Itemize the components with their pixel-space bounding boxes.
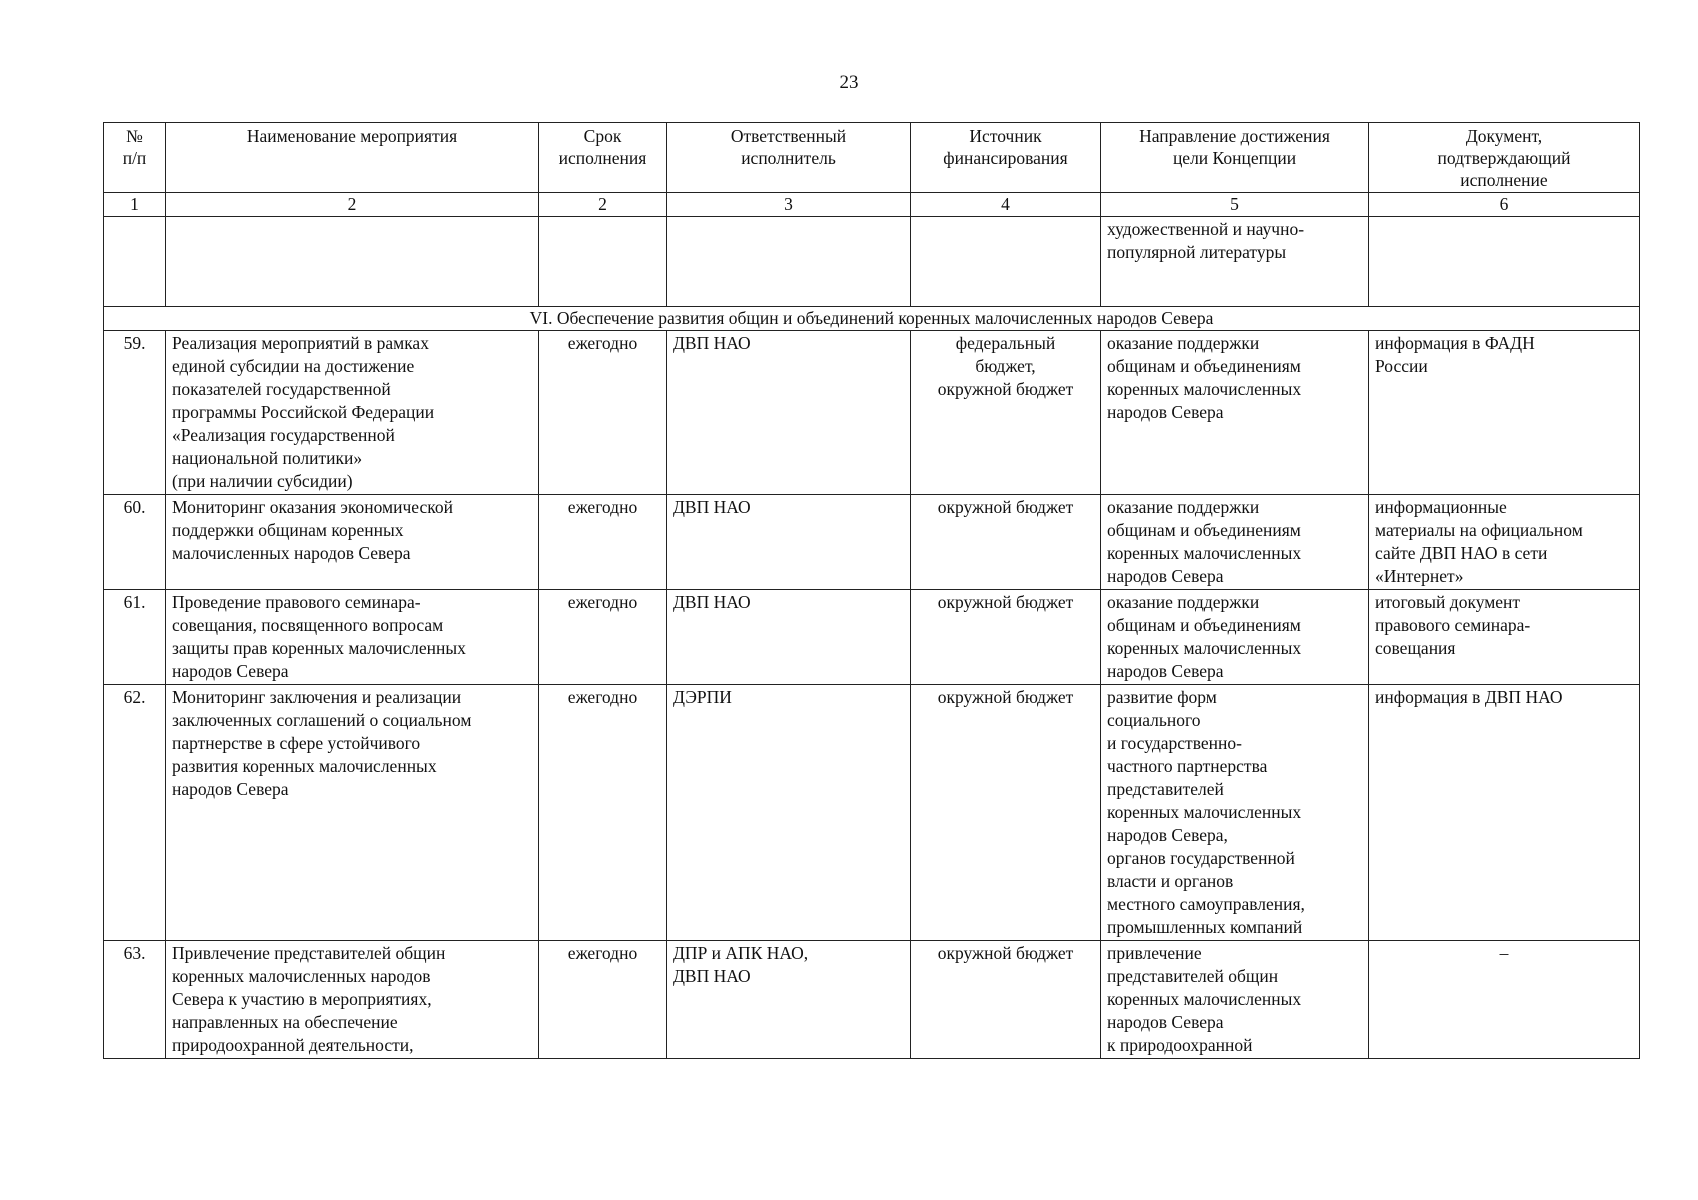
- event-direction: оказание поддержки общинам и объединениям коренных малочисленных народов Севера: [1101, 495, 1369, 590]
- event-document: информация в ФАДН России: [1369, 331, 1640, 495]
- event-source: окружной бюджет: [911, 590, 1101, 685]
- header-num: № п/п: [104, 123, 166, 193]
- event-name: Привлечение представителей общин коренных малочисленных народов Севера к участию в мероприятиях, направленных на обеспечение природоохранной деятельности,: [166, 941, 539, 1059]
- continuation-direction: художественной и научно- популярной литературы: [1101, 217, 1369, 307]
- event-name: Реализация мероприятий в рамках единой субсидии на достижение показателей государственной программы Российской Федерации «Реализация государственной национальной политики» (при наличии субсидии): [166, 331, 539, 495]
- row-number: 61.: [104, 590, 166, 685]
- header-executor: Ответственный исполнитель: [667, 123, 911, 193]
- event-name: Мониторинг оказания экономической поддержки общинам коренных малочисленных народов Севера: [166, 495, 539, 590]
- event-executor: ДВП НАО: [667, 331, 911, 495]
- cell-empty: [539, 217, 667, 307]
- event-source: федеральный бюджет, окружной бюджет: [911, 331, 1101, 495]
- cell-empty: [166, 217, 539, 307]
- section-title: VI. Обеспечение развития общин и объединений коренных малочисленных народов Севера: [104, 307, 1640, 331]
- row-number: 59.: [104, 331, 166, 495]
- cell-empty: [911, 217, 1101, 307]
- column-number: 2: [539, 193, 667, 217]
- event-document: итоговый документ правового семинара- совещания: [1369, 590, 1640, 685]
- event-source: окружной бюджет: [911, 685, 1101, 941]
- row-number: 63.: [104, 941, 166, 1059]
- event-source: окружной бюджет: [911, 495, 1101, 590]
- event-source: окружной бюджет: [911, 941, 1101, 1059]
- event-document: информационные материалы на официальном сайте ДВП НАО в сети «Интернет»: [1369, 495, 1640, 590]
- header-row: [104, 123, 1640, 193]
- column-number: 6: [1369, 193, 1640, 217]
- row-number: 60.: [104, 495, 166, 590]
- page-number: 23: [839, 72, 859, 93]
- table-row: [104, 941, 1640, 1059]
- event-direction: развитие форм социального и государственно- частного партнерства представителей коренных малочисленных народов Севера, органов государственной власти и органов местного самоуправления, промышленных компаний: [1101, 685, 1369, 941]
- cell-empty: [104, 217, 166, 307]
- event-term: ежегодно: [539, 685, 667, 941]
- section-row: [104, 307, 1640, 331]
- event-term: ежегодно: [539, 495, 667, 590]
- table-row: [104, 331, 1640, 495]
- table-row: [104, 495, 1640, 590]
- header-source: Источник финансирования: [911, 123, 1101, 193]
- event-term: ежегодно: [539, 331, 667, 495]
- event-executor: ДВП НАО: [667, 495, 911, 590]
- event-direction: оказание поддержки общинам и объединениям коренных малочисленных народов Севера: [1101, 331, 1369, 495]
- column-number: 1: [104, 193, 166, 217]
- event-document: –: [1369, 941, 1640, 1059]
- event-executor: ДВП НАО: [667, 590, 911, 685]
- column-numbers-row: [104, 193, 1640, 217]
- header-name: Наименование мероприятия: [166, 123, 539, 193]
- header-term: Срок исполнения: [539, 123, 667, 193]
- event-name: Мониторинг заключения и реализации заключенных соглашений о социальном партнерстве в сфере устойчивого развития коренных малочисленных народов Севера: [166, 685, 539, 941]
- column-number: 3: [667, 193, 911, 217]
- event-executor: ДЭРПИ: [667, 685, 911, 941]
- header-direction: Направление достижения цели Концепции: [1101, 123, 1369, 193]
- cell-empty: [667, 217, 911, 307]
- event-direction: привлечение представителей общин коренных малочисленных народов Севера к природоохранной: [1101, 941, 1369, 1059]
- event-term: ежегодно: [539, 590, 667, 685]
- column-number: 5: [1101, 193, 1369, 217]
- event-term: ежегодно: [539, 941, 667, 1059]
- table-row: [104, 685, 1640, 941]
- event-document: информация в ДВП НАО: [1369, 685, 1640, 941]
- continuation-row: [104, 217, 1640, 307]
- events-table: [103, 122, 1640, 1059]
- event-name: Проведение правового семинара- совещания, посвященного вопросам защиты прав коренных малочисленных народов Севера: [166, 590, 539, 685]
- table-row: [104, 590, 1640, 685]
- column-number: 4: [911, 193, 1101, 217]
- column-number: 2: [166, 193, 539, 217]
- event-executor: ДПР и АПК НАО, ДВП НАО: [667, 941, 911, 1059]
- event-direction: оказание поддержки общинам и объединениям коренных малочисленных народов Севера: [1101, 590, 1369, 685]
- row-number: 62.: [104, 685, 166, 941]
- header-document: Документ, подтверждающий исполнение: [1369, 123, 1640, 193]
- cell-empty: [1369, 217, 1640, 307]
